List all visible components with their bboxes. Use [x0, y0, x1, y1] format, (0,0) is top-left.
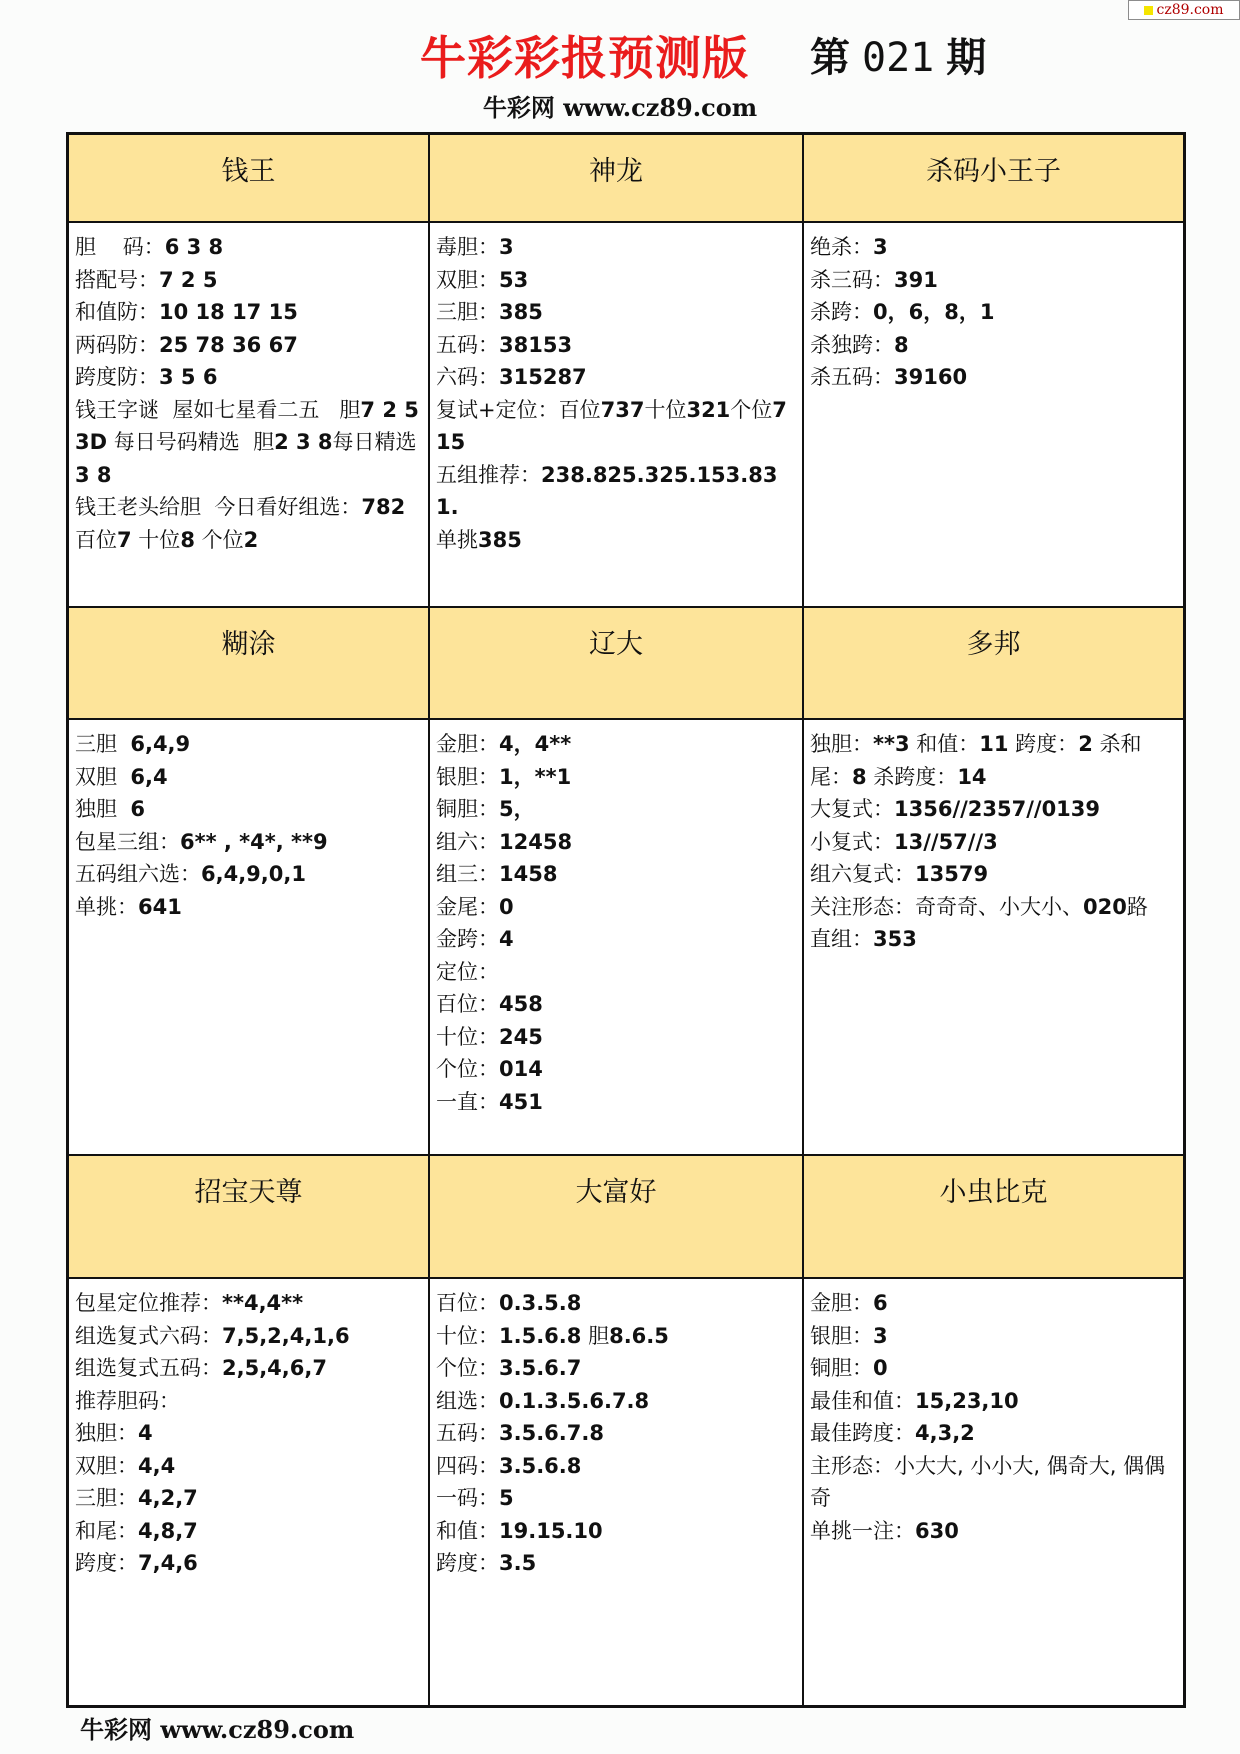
prediction-label: 跨度：	[436, 1551, 499, 1575]
prediction-label: 每日号码精选 胆	[107, 430, 275, 454]
prediction-value: 4,8,7	[138, 1518, 198, 1543]
panel-header: 糊涂	[69, 608, 430, 720]
prediction-label: 杀独跨：	[810, 332, 894, 357]
prediction-line	[810, 826, 1177, 859]
prediction-label: 个位：	[436, 1356, 499, 1380]
prediction-value: 385	[499, 300, 543, 324]
prediction-value: 4，4**	[499, 732, 572, 756]
prediction-value: 5	[499, 1486, 514, 1510]
prediction-label: 两码防：	[75, 332, 159, 357]
prediction-line	[75, 1515, 422, 1548]
prediction-line	[436, 1053, 796, 1086]
prediction-line	[810, 728, 1177, 793]
prediction-grid	[66, 132, 1186, 1708]
prediction-value: 245	[499, 1024, 543, 1049]
prediction-label: 毒胆：	[436, 235, 499, 259]
prediction-line	[436, 891, 796, 924]
issue-label: 第 021 期	[810, 34, 987, 81]
prediction-line	[436, 231, 796, 264]
prediction-line	[436, 1547, 796, 1580]
prediction-label: 百位：	[436, 992, 499, 1016]
prediction-value: 6	[130, 797, 145, 821]
prediction-line	[810, 1320, 1177, 1353]
prediction-value: 385	[478, 527, 522, 552]
prediction-value: 13//57//3	[894, 829, 998, 854]
prediction-line	[436, 1086, 796, 1119]
panel-body	[430, 223, 804, 608]
prediction-label: 和值：	[436, 1518, 499, 1543]
prediction-line	[810, 1385, 1177, 1418]
prediction-value: 1，**1	[499, 764, 572, 789]
prediction-line	[436, 1482, 796, 1515]
prediction-label: 杀和尾：	[810, 732, 1142, 789]
prediction-value: 3.5.6.7	[499, 1356, 582, 1380]
prediction-label: 杀跨度：	[866, 764, 958, 789]
prediction-value: 8	[852, 764, 867, 789]
prediction-value: 19.15.10	[499, 1518, 603, 1543]
prediction-label: 最佳和值：	[810, 1388, 915, 1413]
prediction-label: 三胆：	[436, 300, 499, 324]
prediction-label: 每日精选	[332, 430, 417, 454]
prediction-value: 238.825.325.153.831.	[436, 462, 778, 519]
prediction-value: 12458	[499, 829, 573, 854]
prediction-label: 组选复式五码：	[75, 1356, 222, 1380]
prediction-line	[75, 231, 422, 264]
prediction-label: 十位	[131, 527, 181, 552]
panel-body	[69, 720, 430, 1156]
prediction-value: 321	[686, 397, 731, 422]
prediction-value: 4,3,2	[915, 1421, 975, 1445]
panel-header: 神龙	[430, 135, 804, 223]
panel-body	[804, 223, 1183, 608]
prediction-label: 单挑：	[75, 894, 138, 919]
prediction-label: 四码：	[436, 1453, 499, 1478]
prediction-line	[436, 988, 796, 1021]
prediction-label: 十位	[644, 397, 687, 422]
prediction-value: 451	[499, 1089, 543, 1114]
prediction-label: 杀五码：	[810, 365, 894, 389]
prediction-value: 0	[873, 1356, 888, 1380]
prediction-value: 3.5.6.8	[499, 1453, 582, 1478]
prediction-value: 53	[499, 267, 529, 292]
prediction-value: 10 18 17 15	[159, 300, 298, 324]
panel-header: 多邦	[804, 608, 1183, 720]
prediction-value: 2,5,4,6,7	[222, 1356, 327, 1380]
prediction-label: 金尾：	[436, 894, 499, 919]
prediction-label: 钱王字谜 屋如七星看二五 胆	[75, 397, 361, 422]
prediction-value: 014	[499, 1057, 543, 1081]
prediction-label: 一直：	[436, 1089, 499, 1114]
prediction-line	[436, 858, 796, 891]
prediction-value: 715	[436, 397, 787, 454]
panel-body	[69, 1279, 430, 1705]
prediction-line	[436, 1515, 796, 1548]
prediction-line	[810, 1515, 1177, 1548]
prediction-value: 3 5 6	[159, 365, 218, 389]
prediction-value: 6,4	[130, 764, 168, 789]
prediction-label: 个位	[194, 527, 244, 552]
prediction-value: **3	[873, 732, 910, 756]
prediction-label: 铜胆：	[436, 797, 499, 821]
prediction-label: 五码：	[436, 1421, 499, 1445]
prediction-line	[436, 1352, 796, 1385]
prediction-label: 百位	[75, 527, 117, 552]
prediction-value: 3	[873, 235, 888, 259]
prediction-label: 绝杀：	[810, 235, 873, 259]
prediction-label: 组选复式六码：	[75, 1323, 222, 1348]
prediction-line	[810, 1352, 1177, 1385]
prediction-label: 金胆：	[436, 732, 499, 756]
prediction-line	[810, 793, 1177, 826]
prediction-line	[810, 1417, 1177, 1450]
prediction-line	[436, 1385, 796, 1418]
prediction-label: 银胆：	[810, 1323, 873, 1348]
prediction-label: 双胆：	[436, 267, 499, 292]
prediction-value: 737	[600, 397, 645, 422]
prediction-line	[75, 329, 422, 362]
prediction-label: 定位：	[436, 959, 499, 984]
prediction-value: 1356//2357//0139	[894, 797, 1101, 821]
prediction-label: 杀跨：	[810, 300, 873, 324]
prediction-value: 782	[361, 495, 406, 519]
prediction-value: 15,23,10	[915, 1388, 1019, 1413]
prediction-label: 胆	[581, 1323, 610, 1348]
panel-header: 小虫比克	[804, 1156, 1183, 1279]
prediction-line	[75, 264, 422, 297]
prediction-label: 双胆	[75, 764, 131, 789]
prediction-label: 最佳跨度：	[810, 1421, 915, 1445]
prediction-label: 单挑	[436, 527, 478, 552]
prediction-value: 3D	[75, 430, 108, 454]
prediction-line	[436, 1417, 796, 1450]
prediction-label: 双胆：	[75, 1453, 138, 1478]
panel-body	[430, 720, 804, 1156]
prediction-label: 胆 码：	[75, 235, 165, 259]
issue-number: 021	[862, 35, 935, 81]
prediction-line	[75, 1547, 422, 1580]
prediction-label: 五码组六选：	[75, 862, 201, 886]
prediction-label: 组选：	[436, 1388, 499, 1413]
site-subtitle: 牛彩网 www.cz89.com	[482, 93, 758, 122]
prediction-value: 5，	[499, 797, 535, 821]
prediction-line	[75, 826, 422, 859]
prediction-line	[810, 1287, 1177, 1320]
prediction-line	[810, 231, 1177, 264]
prediction-label: 复试+定位：百位	[436, 397, 601, 422]
prediction-line	[75, 361, 422, 394]
prediction-value: 8	[180, 527, 195, 552]
prediction-value: 1.5.6.8	[499, 1323, 582, 1348]
prediction-value: 7	[117, 527, 132, 552]
prediction-value: 4	[499, 927, 514, 951]
prediction-label: 组六：	[436, 829, 499, 854]
prediction-value: 4	[138, 1421, 153, 1445]
panel-body	[804, 720, 1183, 1156]
prediction-line	[75, 728, 422, 761]
prediction-line	[436, 1450, 796, 1483]
prediction-value: 6 3 8	[164, 235, 224, 259]
prediction-line	[810, 923, 1177, 956]
prediction-line	[436, 296, 796, 329]
prediction-line	[75, 1352, 422, 1385]
prediction-value: 0	[499, 894, 514, 919]
prediction-line	[810, 858, 1177, 891]
prediction-value: 6	[873, 1291, 888, 1315]
prediction-label: 路	[1126, 894, 1148, 919]
prediction-label: 单挑一注：	[810, 1518, 915, 1543]
prediction-value: 4,4	[138, 1453, 176, 1478]
prediction-value: 25 78 36 67	[159, 332, 298, 357]
prediction-label: 五组推荐：	[436, 462, 541, 487]
prediction-label: 十位：	[436, 1024, 499, 1049]
prediction-line	[436, 793, 796, 826]
prediction-value: 38153	[499, 332, 573, 357]
prediction-value: 6** , *4*, **9	[180, 829, 328, 854]
prediction-line	[75, 426, 422, 491]
prediction-value: 13579	[915, 862, 989, 886]
prediction-value: 1458	[499, 862, 558, 886]
prediction-line	[436, 394, 796, 459]
panel-body	[430, 1279, 804, 1705]
prediction-label: 三胆	[75, 732, 131, 756]
prediction-value: 2	[243, 527, 259, 552]
panel-header: 杀码小王子	[804, 135, 1183, 223]
prediction-value: 3.5.6.7.8	[499, 1421, 604, 1445]
panel-header: 招宝天尊	[69, 1156, 430, 1279]
prediction-line	[810, 264, 1177, 297]
prediction-line	[436, 728, 796, 761]
prediction-value: 3	[499, 235, 514, 259]
prediction-label: 钱王老头给胆 今日看好组选：	[75, 495, 362, 519]
prediction-line	[810, 361, 1177, 394]
footer-site: 牛彩网 www.cz89.com	[80, 1715, 355, 1744]
panel-header: 辽大	[430, 608, 804, 720]
prediction-line	[75, 394, 422, 427]
prediction-label: 独胆：	[810, 732, 873, 756]
prediction-value: 641	[138, 894, 182, 919]
prediction-value: 0，6，8，1	[873, 300, 995, 324]
prediction-line	[810, 296, 1177, 329]
prediction-line	[436, 1021, 796, 1054]
prediction-line	[75, 1287, 422, 1320]
title-main: 牛彩彩报预测版	[420, 31, 749, 85]
prediction-value: 39160	[894, 365, 968, 389]
prediction-label: 杀三码：	[810, 267, 894, 292]
prediction-value: 3	[873, 1323, 888, 1348]
prediction-label: 包星三组：	[75, 829, 180, 854]
prediction-label: 搭配号：	[75, 267, 159, 292]
prediction-value: 315287	[499, 365, 587, 389]
prediction-value: 6,4,9,0,1	[201, 862, 306, 886]
prediction-label: 三胆：	[75, 1486, 138, 1510]
prediction-line	[75, 1320, 422, 1353]
prediction-line	[436, 524, 796, 557]
prediction-label: 和尾：	[75, 1518, 138, 1543]
prediction-line	[75, 296, 422, 329]
prediction-label: 六码：	[436, 365, 499, 389]
prediction-line	[436, 956, 796, 989]
panel-body	[804, 1279, 1183, 1705]
prediction-label: 和值防：	[75, 300, 159, 324]
prediction-label: 组六复式：	[810, 862, 915, 886]
prediction-label: 主形态：小大大, 小小大, 偶奇大, 偶偶奇	[810, 1453, 1166, 1510]
prediction-line	[436, 1320, 796, 1353]
prediction-label: 跨度：	[75, 1551, 138, 1575]
prediction-line	[75, 1385, 422, 1418]
prediction-label: 推荐胆码：	[75, 1388, 180, 1413]
prediction-value: 2	[1078, 732, 1093, 756]
prediction-line	[75, 761, 422, 794]
panel-header: 大富好	[430, 1156, 804, 1279]
prediction-line	[436, 1287, 796, 1320]
prediction-line	[436, 264, 796, 297]
site-badge[interactable]: cz89.com	[1128, 0, 1240, 20]
prediction-line	[810, 329, 1177, 362]
badge-square-icon	[1144, 6, 1153, 15]
prediction-line	[810, 891, 1177, 924]
prediction-label: 十位：	[436, 1323, 499, 1348]
prediction-value: 020	[1083, 894, 1127, 919]
prediction-line	[75, 793, 422, 826]
prediction-line	[436, 459, 796, 524]
prediction-label: 个位	[730, 397, 773, 422]
prediction-value: 7,5,2,4,1,6	[222, 1323, 350, 1348]
prediction-value: 8.6.5	[609, 1323, 669, 1348]
prediction-value: 7 2 5	[159, 267, 218, 292]
prediction-value: 6,4,9	[130, 732, 191, 756]
prediction-label: 五码：	[436, 332, 499, 357]
prediction-label: 银胆：	[436, 764, 499, 789]
prediction-label: 小复式：	[810, 829, 894, 854]
prediction-label: 直组：	[810, 927, 873, 951]
prediction-line	[810, 1450, 1177, 1515]
prediction-label: 跨度防：	[75, 365, 159, 389]
prediction-label: 百位：	[436, 1291, 499, 1315]
prediction-value: 11	[979, 732, 1009, 756]
prediction-value: 7 2 5	[360, 397, 419, 422]
prediction-value: 3.5	[499, 1551, 537, 1575]
prediction-line	[75, 1450, 422, 1483]
prediction-line	[436, 361, 796, 394]
panel-body	[69, 223, 430, 608]
prediction-value: 14	[957, 764, 987, 789]
prediction-line	[436, 329, 796, 362]
prediction-value: 3 8	[75, 462, 112, 487]
prediction-label: 组三：	[436, 862, 499, 886]
prediction-line	[75, 1417, 422, 1450]
prediction-value: 4,2,7	[138, 1486, 198, 1510]
prediction-line	[436, 923, 796, 956]
prediction-label: 金胆：	[810, 1291, 873, 1315]
prediction-value: 353	[873, 927, 917, 951]
prediction-value: **4,4**	[222, 1291, 304, 1315]
prediction-label: 个位：	[436, 1057, 499, 1081]
prediction-line	[75, 491, 422, 556]
prediction-value: 7,4,6	[138, 1551, 198, 1575]
prediction-label: 金跨：	[436, 927, 499, 951]
prediction-label: 关注形态：奇奇奇、小大小、	[810, 894, 1083, 919]
page-title	[0, 22, 1240, 85]
prediction-label: 和值：	[909, 732, 980, 756]
prediction-value: 458	[499, 992, 543, 1016]
prediction-line	[75, 858, 422, 891]
prediction-label: 一码：	[436, 1486, 499, 1510]
prediction-value: 2 3 8	[274, 430, 333, 454]
prediction-value: 0.3.5.8	[499, 1291, 582, 1315]
prediction-label: 包星定位推荐：	[75, 1291, 222, 1315]
prediction-label: 铜胆：	[810, 1356, 873, 1380]
prediction-line	[436, 826, 796, 859]
prediction-label: 独胆：	[75, 1421, 138, 1445]
prediction-value: 0.1.3.5.6.7.8	[499, 1388, 650, 1413]
prediction-value: 630	[915, 1518, 959, 1543]
prediction-label: 大复式：	[810, 797, 894, 821]
prediction-value: 8	[894, 332, 909, 357]
prediction-label: 独胆	[75, 797, 131, 821]
prediction-label: 跨度：	[1008, 732, 1079, 756]
prediction-line	[75, 1482, 422, 1515]
prediction-line	[436, 761, 796, 794]
prediction-line	[75, 891, 422, 924]
prediction-value: 391	[894, 267, 938, 292]
panel-header: 钱王	[69, 135, 430, 223]
